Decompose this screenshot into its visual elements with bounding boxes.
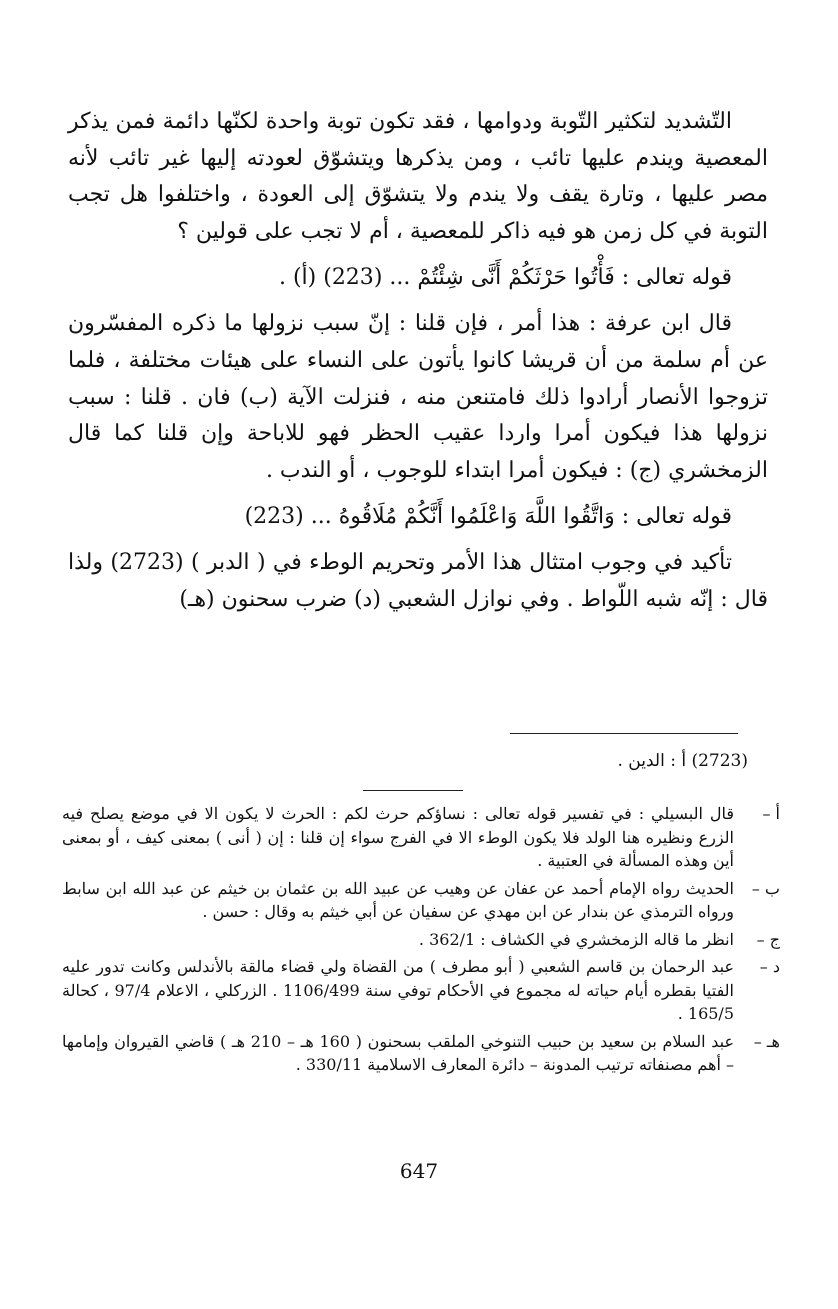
footnote-marker: د – [759, 957, 780, 976]
footnote-marker: ب – [751, 878, 780, 898]
footnote-ha [62, 1030, 780, 1077]
variant-reading-note: (2723) أ : الدين . [617, 751, 748, 771]
footnote-divider [510, 733, 738, 734]
footnote-text: عبد السلام بن سعيد بن حبيب التنوخي الملقب بسحنون ( 160 هـ – 210 هـ ) قاضي القيروان وإمامها – أهم مصنفاته ترتيب المدونة – دائرة المعارف الاسلامية 330/11 . [62, 1031, 734, 1074]
footnote-marker: ج – [756, 929, 780, 949]
footnote-marker: أ – [762, 804, 780, 823]
footnote-text: الحديث رواه الإمام أحمد عن عفان عن وهيب عن عبيد الله بن عثمان بن خيثم عن عبد الله ابن سابط ورواه الترمذي عن بندار عن ابن مهدي عن سفيان عن أبي خيثم به وقال : حسن . [62, 878, 734, 921]
paragraph-repentance: التّشديد لتكثير التّوبة ودوامها ، فقد تكون توبة واحدة لكنّها دائمة فمن يذكر المعصية ويندم عليها تائب ، ومن يذكرها ويتشوّق لعودته إليها غير تائب لأنه مصر عليها ، وتارة يقف ولا يندم ولا يتشوّق إلى العودة ، واختلفوا هل تجب التوبة في كل زمن هو فيه ذاكر للمعصية ، أم لا تجب على قولين ؟ [68, 109, 768, 244]
footnotes [62, 802, 780, 1081]
footnote-text: قال البسيلي : في تفسير قوله تعالى : نساؤكم حرث لكم : الحرث لا يكون الا في موضع يصلح فيه الزرع ونظيره هنا الولد فلا يكون الوطء الا في الفرج سواء إن قلنا : إن ( أنى ) بمعنى كيف ، أو بمعنى أين وهذه المسألة في العتبية . [62, 804, 734, 870]
notes-divider [363, 790, 463, 791]
page-number: 647 [399, 1159, 439, 1183]
footnote-jim [62, 928, 780, 952]
main-text [68, 104, 768, 627]
footnote-text: انظر ما قاله الزمخشري في الكشاف : 362/1 . [418, 929, 734, 949]
footnote-ba [62, 877, 780, 924]
verse-heading-223a: قوله تعالى : فَأْتُوا حَرْثَكُمْ أَنَّى شِئْتُمْ ... (223) (أ) . [278, 265, 732, 291]
footnote-dal [62, 955, 780, 1026]
footnote-alif [62, 802, 780, 873]
paragraph-emphasis: تأكيد في وجوب امتثال هذا الأمر وتحريم الوطء في ( الدبر ) (2723) ولذا قال : إنّه شبه اللّواط . وفي نوازل الشعبي (د) ضرب سحنون (هـ) [68, 550, 768, 612]
paragraph-ibn-arafa: قال ابن عرفة : هذا أمر ، فإن قلنا : إنّ سبب نزولها ما ذكره المفسّرون عن أم سلمة من أن قريشا كانوا يأتون على النساء على هيئات مختلفة ، فلما تزوجوا الأنصار أرادوا ذلك فامتنعن منه ، فنزلت الآية (ب) فان . قلنا : سبب نزولها هذا فيكون أمرا واردا عقيب الحظر فهو للاباحة وإن قلنا كما قال الزمخشري (ج) : فيكون أمرا ابتداء للوجوب ، أو الندب . [68, 311, 768, 483]
footnote-text: عبد الرحمان بن قاسم الشعبي ( أبو مطرف ) من القضاة ولي قضاء مالقة بالأندلس وكانت تدور عليه الفتيا بقطره أيام حياته له مجموع في الأحكام توفي سنة 1106/499 . الزركلي ، الاعلام 97/4 ، كحالة 165/5 . [62, 957, 734, 1023]
verse-heading-223b: قوله تعالى : وَاتَّقُوا اللَّهَ وَاعْلَمُوا أَنَّكُمْ مُلَاقُوهُ ... (223) [244, 504, 732, 530]
footnote-marker: هـ – [753, 1031, 780, 1051]
